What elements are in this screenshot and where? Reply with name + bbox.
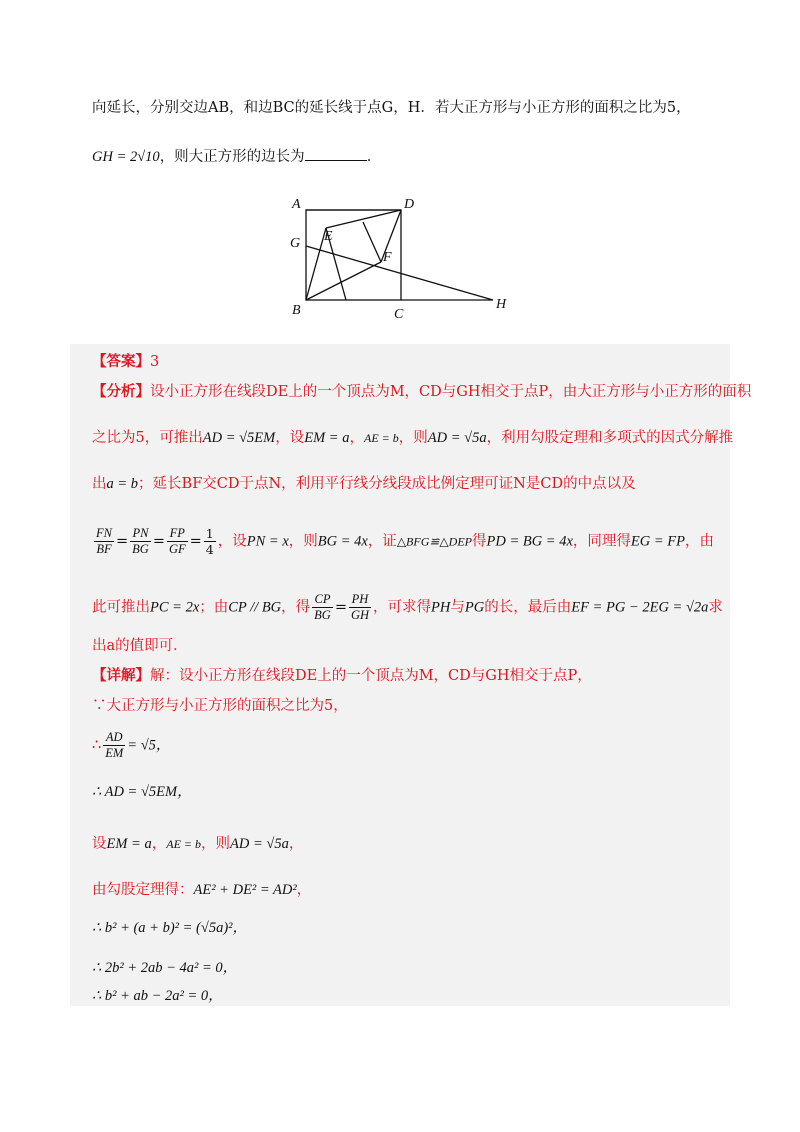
- question-line-1: [92, 98, 722, 118]
- label-h: H: [496, 297, 507, 312]
- segment-f-up: [363, 222, 381, 262]
- formula-cp-parallel-bg: CP // BG: [228, 599, 282, 616]
- formula-pd-bg: PD = BG = 4x: [486, 533, 573, 550]
- formula-congruent: △BFG≌△DEP: [396, 534, 472, 549]
- analysis-text-3c: ；延长BF交CD于点N，利用平行线分线段成比例定理可证N是CD的中点以及: [138, 476, 636, 492]
- question-text-3: ．: [366, 149, 382, 165]
- analysis-text-2i: ，利用勾股定理和多项式的因式分解推: [486, 430, 734, 446]
- analysis-line-1: [92, 382, 752, 402]
- segment-de: [326, 210, 401, 228]
- segment-gh: [306, 246, 493, 300]
- label-e: E: [324, 229, 333, 244]
- formula-em-a: EM = a: [304, 430, 350, 446]
- fraction-ph-gh: $\frac{PH}{GH}$: [350, 592, 370, 622]
- analysis-line-5: 此可推出PC = 2x；由CP // BG，得 $\frac{CP}{BG}$ = $\frac{PH}{GH}$ ，可求得PH与PG的长，最后由EF = PG − 2EG = √2a求: [92, 592, 723, 622]
- detail-line-6: 由勾股定理得：AE² + DE² = AD²，: [92, 882, 312, 898]
- formula-pythagoras: AE² + DE² = AD²: [193, 882, 297, 898]
- formula-pn-x: PN = x: [246, 533, 289, 550]
- detail-line-9: [92, 986, 722, 1006]
- answer-line: [92, 352, 722, 372]
- formula-ae-b: AE = b: [363, 431, 399, 445]
- answer-tag: 【答案】: [92, 353, 150, 370]
- question-gh-formula: GH = 2√10: [92, 149, 160, 165]
- analysis-text-1: 设小正方形在线段DE上的一个顶点为M，CD与GH相交于点P，由大正方形与小正方形的面积: [150, 384, 752, 400]
- label-a: A: [292, 197, 301, 212]
- analysis-line-4: $\frac{FN}{BF}$ = $\frac{PN}{BG}$ = $\frac{FP}{GF}$ = $\frac{1}{4}$ ，设PN = x，则BG = 4x，证△BFG≌△DEP得PD = BG = 4x，同理得EG = FP，由: [96, 526, 714, 557]
- detail-line-1: [92, 666, 722, 686]
- detail-line-3: ∴ $\frac{AD}{EM}$ = √5，: [92, 730, 171, 760]
- analysis-tag: 【分析】: [92, 383, 150, 400]
- segment-eb: [306, 228, 326, 300]
- detail-line-5: 设EM = a，AE = b，则AD = √5a，: [92, 836, 304, 852]
- formula-ad-eq: ∴ AD = √5EM，: [92, 784, 192, 800]
- detail-line-7: [92, 918, 722, 938]
- analysis-text-2g: ，则: [398, 430, 428, 446]
- label-f: F: [383, 250, 392, 265]
- formula-bg-4x: BG = 4x: [317, 533, 368, 550]
- label-c: C: [394, 307, 404, 322]
- label-d: D: [404, 197, 415, 212]
- detail-line-2: [92, 696, 722, 716]
- question-text-2: ，则大正方形的边长为: [159, 149, 305, 165]
- detail-text-1: 解：设小正方形在线段DE上的一个顶点为M，CD与GH相交于点P，: [150, 668, 592, 684]
- fraction-fp-gf: $\frac{FP}{GF}$: [168, 526, 186, 556]
- label-b: B: [292, 303, 301, 318]
- detail-line-4: [92, 782, 722, 802]
- label-g: G: [290, 236, 301, 251]
- analysis-line-2: [92, 428, 734, 448]
- detail-formula-em-a: EM = a: [106, 836, 152, 852]
- detail-tag: 【详解】: [92, 667, 150, 684]
- answer-blank: [305, 146, 367, 161]
- detail-line-8: [92, 958, 722, 978]
- formula-a-eq-b: a = b: [106, 476, 139, 492]
- geometry-figure: [283, 190, 513, 325]
- answer-value: 3: [150, 354, 160, 370]
- formula-ad-sqrt5em: AD = √5EM: [202, 430, 276, 446]
- fraction-one-quarter: $\frac{1}{4}$: [205, 526, 214, 557]
- formula-eq-sqrt5: = √5，: [127, 737, 171, 754]
- formula-ad-sqrt5a: AD = √5a: [427, 430, 487, 446]
- analysis-text-2e: ，: [349, 430, 364, 446]
- fraction-cp-bg: $\frac{CP}{BG}$: [314, 592, 331, 622]
- fraction-fn-bf: $\frac{FN}{BF}$: [96, 526, 112, 556]
- formula-expand-1: ∴ b² + (a + b)² = (√5a)²，: [92, 920, 248, 936]
- analysis-line-3: [92, 474, 722, 494]
- formula-expand-3: ∴ b² + ab − 2a² = 0，: [92, 988, 223, 1004]
- analysis-text-6: 出a的值即可．: [92, 638, 188, 654]
- segment-bf: [306, 262, 381, 300]
- question-line-2: [92, 146, 722, 167]
- formula-expand-2: ∴ 2b² + 2ab − 4a² = 0，: [92, 960, 238, 976]
- formula-pc-2x: PC = 2x: [150, 599, 200, 616]
- formula-eg-fp: EG = FP: [630, 533, 685, 550]
- formula-ph: PH: [431, 599, 451, 616]
- analysis-text-2c: ，设: [275, 430, 305, 446]
- analysis-text-3a: 出: [92, 476, 107, 492]
- analysis-text-2a: 之比为5，可推出: [92, 430, 203, 446]
- analysis-line-6: [92, 636, 722, 656]
- detail-formula-ad-sqrt5a: AD = √5a: [230, 836, 289, 852]
- formula-pg: PG: [464, 599, 485, 616]
- formula-ef: EF = PG − 2EG = √2a: [571, 599, 709, 616]
- fraction-ad-em: $\frac{AD}{EM}$: [105, 730, 124, 760]
- fraction-pn-bg: $\frac{PN}{BG}$: [132, 526, 149, 556]
- question-text-1: 向延长，分别交边AB，和边BC的延长线于点G，H．若大正方形与小正方形的面积之比为5，: [92, 100, 691, 116]
- detail-text-2: ∵大正方形与小正方形的面积之比为5，: [92, 698, 348, 714]
- detail-formula-ae-b: AE = b: [166, 837, 201, 851]
